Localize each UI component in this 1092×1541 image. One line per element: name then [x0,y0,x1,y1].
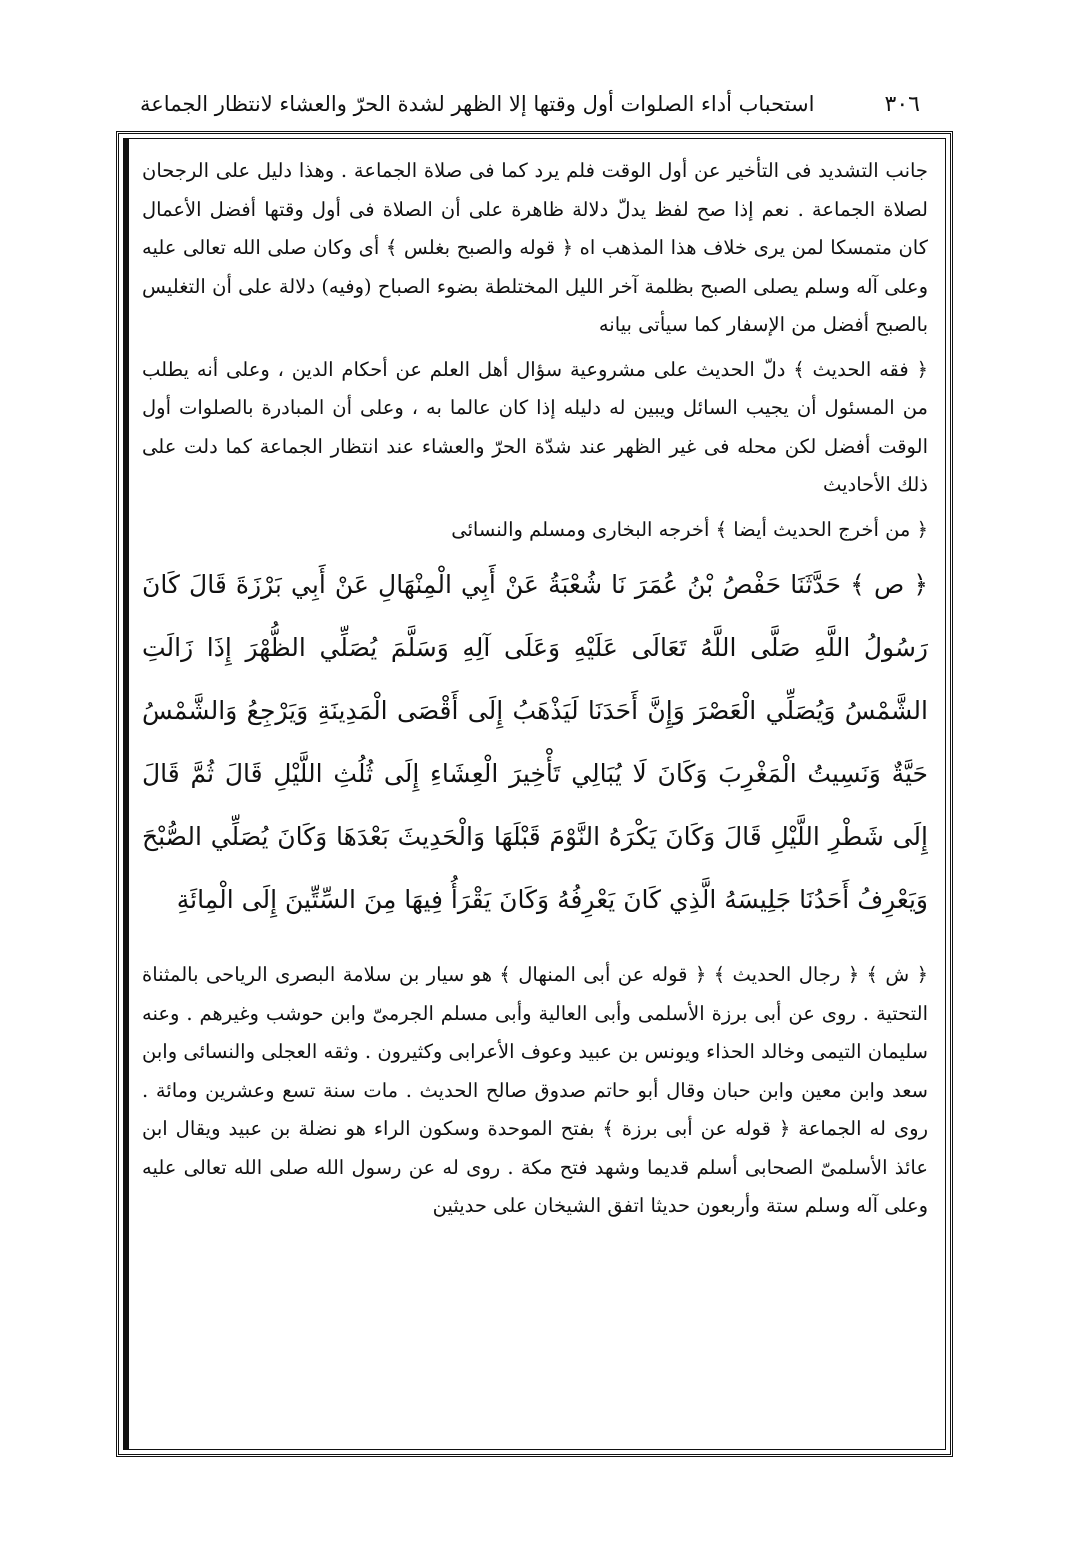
running-title: استحباب أداء الصلوات أول وقتها إلا الظهر لشدة الحرّ والعشاء لانتظار الجماعة [140,92,815,116]
paragraph-fiqh-al-hadith: ﴿ فقه الحديث ﴾ دلّ الحديث على مشروعية سؤال أهل العلم عن أحكام الدين ، وعلى أنه يطلب من المسئول أن يجيب السائل ويبين له دليله إذا كان عالما به ، وعلى أن المبادرة بالصلوات أول الوقت أفضل لكن محله فى غير الظهر عند شدّة الحرّ والعشاء عند انتظار الجماعة كما دلت على ذلك الأحاديث [142,357,928,496]
page-number: ٣٠٦ [884,91,920,117]
paragraph-continuation: جانب التشديد فى التأخير عن أول الوقت فلم يرد كما فى صلاة الجماعة . وهذا دليل على الرجحان لصلاة الجماعة . نعم إذا صح لفظ يدلّ دلالة ظاهرة على أن الصلاة فى أول وقتها أفضل الأعمال كان متمسكا لمن يرى خلاف هذا المذهب اه ﴿ قوله والصبح بغلس ﴾ أى وكان صلى الله تعالى عليه وعلى آله وسلم يصلى الصبح بظلمة آخر الليل المختلطة بضوء الصباح (وفيه) دلالة على أن التغليس بالصبح أفضل من الإسفار كما سيأتى بيانه [142,159,928,336]
hadith-text: ﴿ ص ﴾ حَدَّثَنَا حَفْصُ بْنُ عُمَرَ نَا شُعْبَةُ عَنْ أَبِي الْمِنْهَالِ عَنْ أَبِي بَرْزَةَ قَالَ كَانَ رَسُولُ اللَّهِ صَلَّى اللَّهُ تَعَالَى عَلَيْهِ وَعَلَى آلِهِ وَسَلَّمَ يُصَلِّي الظُّهْرَ إِذَا زَالَتِ الشَّمْسُ وَيُصَلِّي الْعَصْرَ وَإِنَّ أَحَدَنَا لَيَذْهَبُ إِلَى أَقْصَى الْمَدِينَةِ وَيَرْجِعُ وَالشَّمْسُ حَيَّةٌ وَنَسِيتُ الْمَغْرِبَ وَكَانَ لَا يُبَالِي تَأْخِيرَ الْعِشَاءِ إِلَى ثُلُثِ اللَّيْلِ قَالَ ثُمَّ قَالَ إِلَى شَطْرِ اللَّيْلِ قَالَ وَكَانَ يَكْرَهُ النَّوْمَ قَبْلَهَا وَالْحَدِيثَ بَعْدَهَا وَكَانَ يُصَلِّي الصُّبْحَ وَيَعْرِفُ أَحَدُنَا جَلِيسَهُ الَّذِي كَانَ يَعْرِفُهُ وَكَانَ يَقْرَأُ فِيهَا مِنَ السِّتِّينَ إِلَى الْمِائَةِ [142,570,928,914]
paragraph-takhrij: ﴿ من أخرج الحديث أيضا ﴾ أخرجه البخارى ومسلم والنسائى [451,517,928,541]
running-header [140,84,920,124]
commentary-text: ﴿ ش ﴾ ﴿ رجال الحديث ﴾ ﴿ قوله عن أبى المنهال ﴾ هو سيار بن سلامة البصرى الرياحى بالمثناة التحتية . روى عن أبى برزة الأسلمى وأبى العالية وأبى مسلم الجرمىّ وابن حوشب وغيرهم . وعنه سليمان التيمى وخالد الحذاء ويونس بن عبيد وعوف الأعرابى وكثيرون . وثقه العجلى والنسائى وابن سعد وابن معين وابن حبان وقال أبو حاتم صدوق صالح الحديث . مات سنة تسع وعشرين ومائة . روى له الجماعة ﴿ قوله عن أبى برزة ﴾ بفتح الموحدة وسكون الراء هو نضلة بن عبيد ويقال ابن عائذ الأسلمىّ الصحابى أسلم قديما وشهد فتح مكة . روى له عن رسول الله صلى الله تعالى عليه وعلى آله وسلم ستة وأربعون حديثا اتفق الشيخان على حديثين [142,963,928,1217]
page-body [142,152,928,1447]
